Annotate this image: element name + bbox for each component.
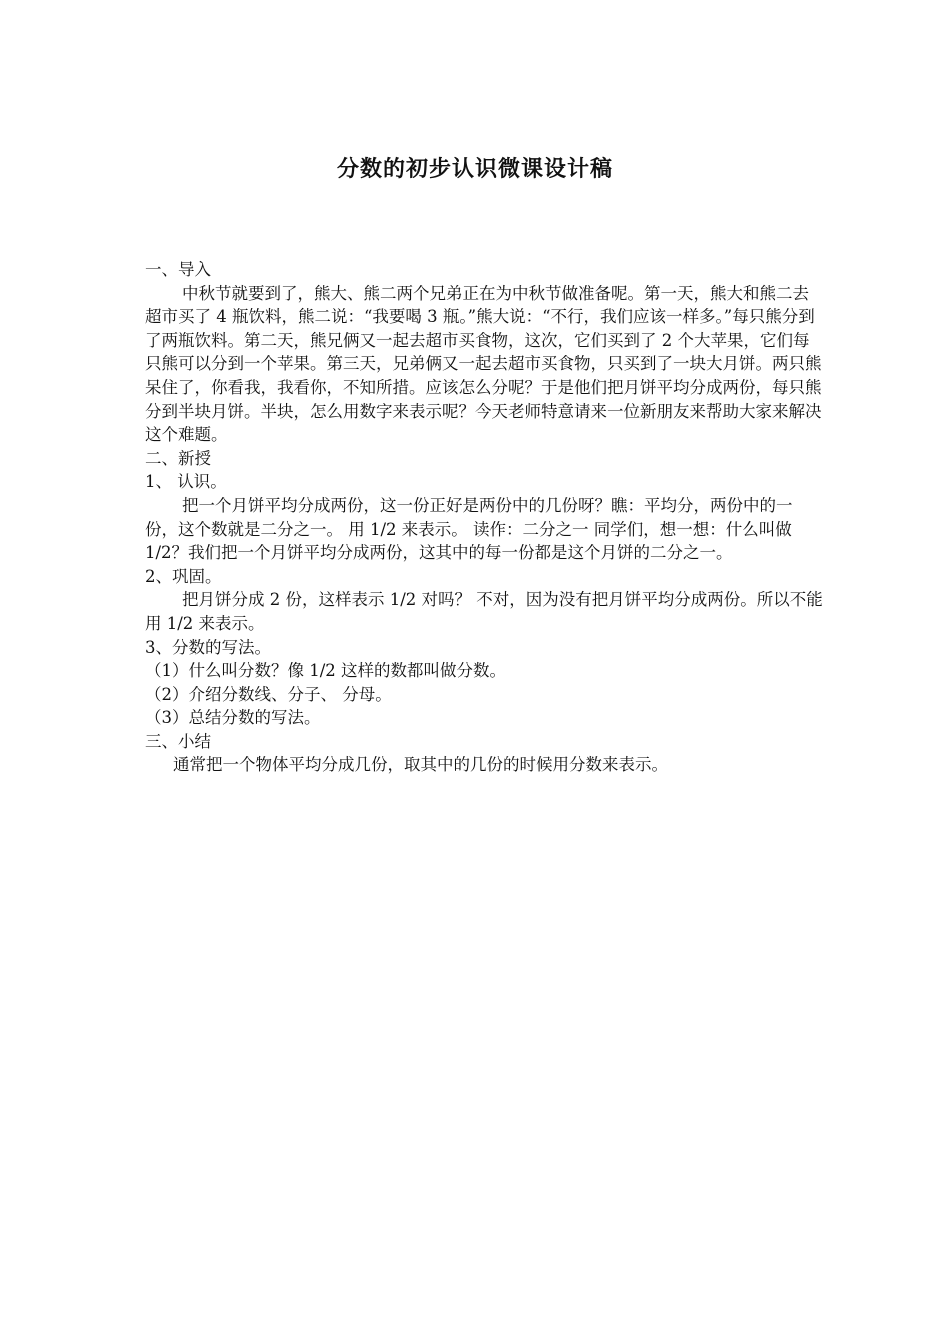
writing-item-3: （3）总结分数的写法。 — [145, 708, 321, 728]
section-heading-summary: 三、小结 — [145, 731, 211, 751]
section-heading-intro: 一、导入 — [145, 260, 211, 279]
subheading-consolidate: 2、巩固。 — [145, 566, 222, 586]
writing-item-2: （2）介绍分数线、分子、 分母。 — [145, 684, 392, 704]
document-body — [145, 258, 825, 777]
document-title: 分数的初步认识微课设计稿 — [336, 156, 613, 182]
intro-story-paragraph: 中秋节就要到了，熊大、熊二两个兄弟正在为中秋节做准备呢。第一天，熊大和熊二去超市买了 4 瓶饮料，熊二说：“我要喝 3 瓶。”熊大说：“不行，我们应该一样多。”每只熊分到了两瓶饮料。第二天，熊兄俩又一起去超市买食物，这次，它们买到了 2 个大苹果，它们每只熊可以分到一个苹果。第三天，兄弟俩又一起去超市买食物，只买到了一块大月饼。两只熊呆住了，你看我，我看你，不知所措。应该怎么分呢？于是他们把月饼平均分成两份，每只熊分到半块月饼。半块，怎么用数字来表示呢？今天老师特意请来一位新朋友来帮助大家来解决这个难题。 — [145, 283, 822, 445]
subheading-recognize: 1、 认识。 — [145, 472, 227, 492]
section-heading-new-lesson: 二、新授 — [145, 448, 211, 468]
summary-paragraph: 通常把一个物体平均分成几份，取其中的几份的时候用分数来表示。 — [173, 755, 668, 775]
consolidate-paragraph: 把月饼分成 2 份，这样表示 1/2 对吗？ 不对，因为没有把月饼平均分成两份。所以不能用 1/2 来表示。 — [145, 590, 823, 633]
subheading-writing: 3、分数的写法。 — [145, 637, 271, 657]
writing-item-1: （1）什么叫分数？像 1/2 这样的数都叫做分数。 — [145, 661, 507, 681]
recognize-paragraph: 把一个月饼平均分成两份，这一份正好是两份中的几份呀？瞧：平均分，两份中的一份，这个数就是二分之一。 用 1/2 来表示。 读作：二分之一 同学们，想一想：什么叫做 1/2？我们把一个月饼平均分成两份，这其中的每一份都是这个月饼的二分之一。 — [145, 495, 793, 563]
